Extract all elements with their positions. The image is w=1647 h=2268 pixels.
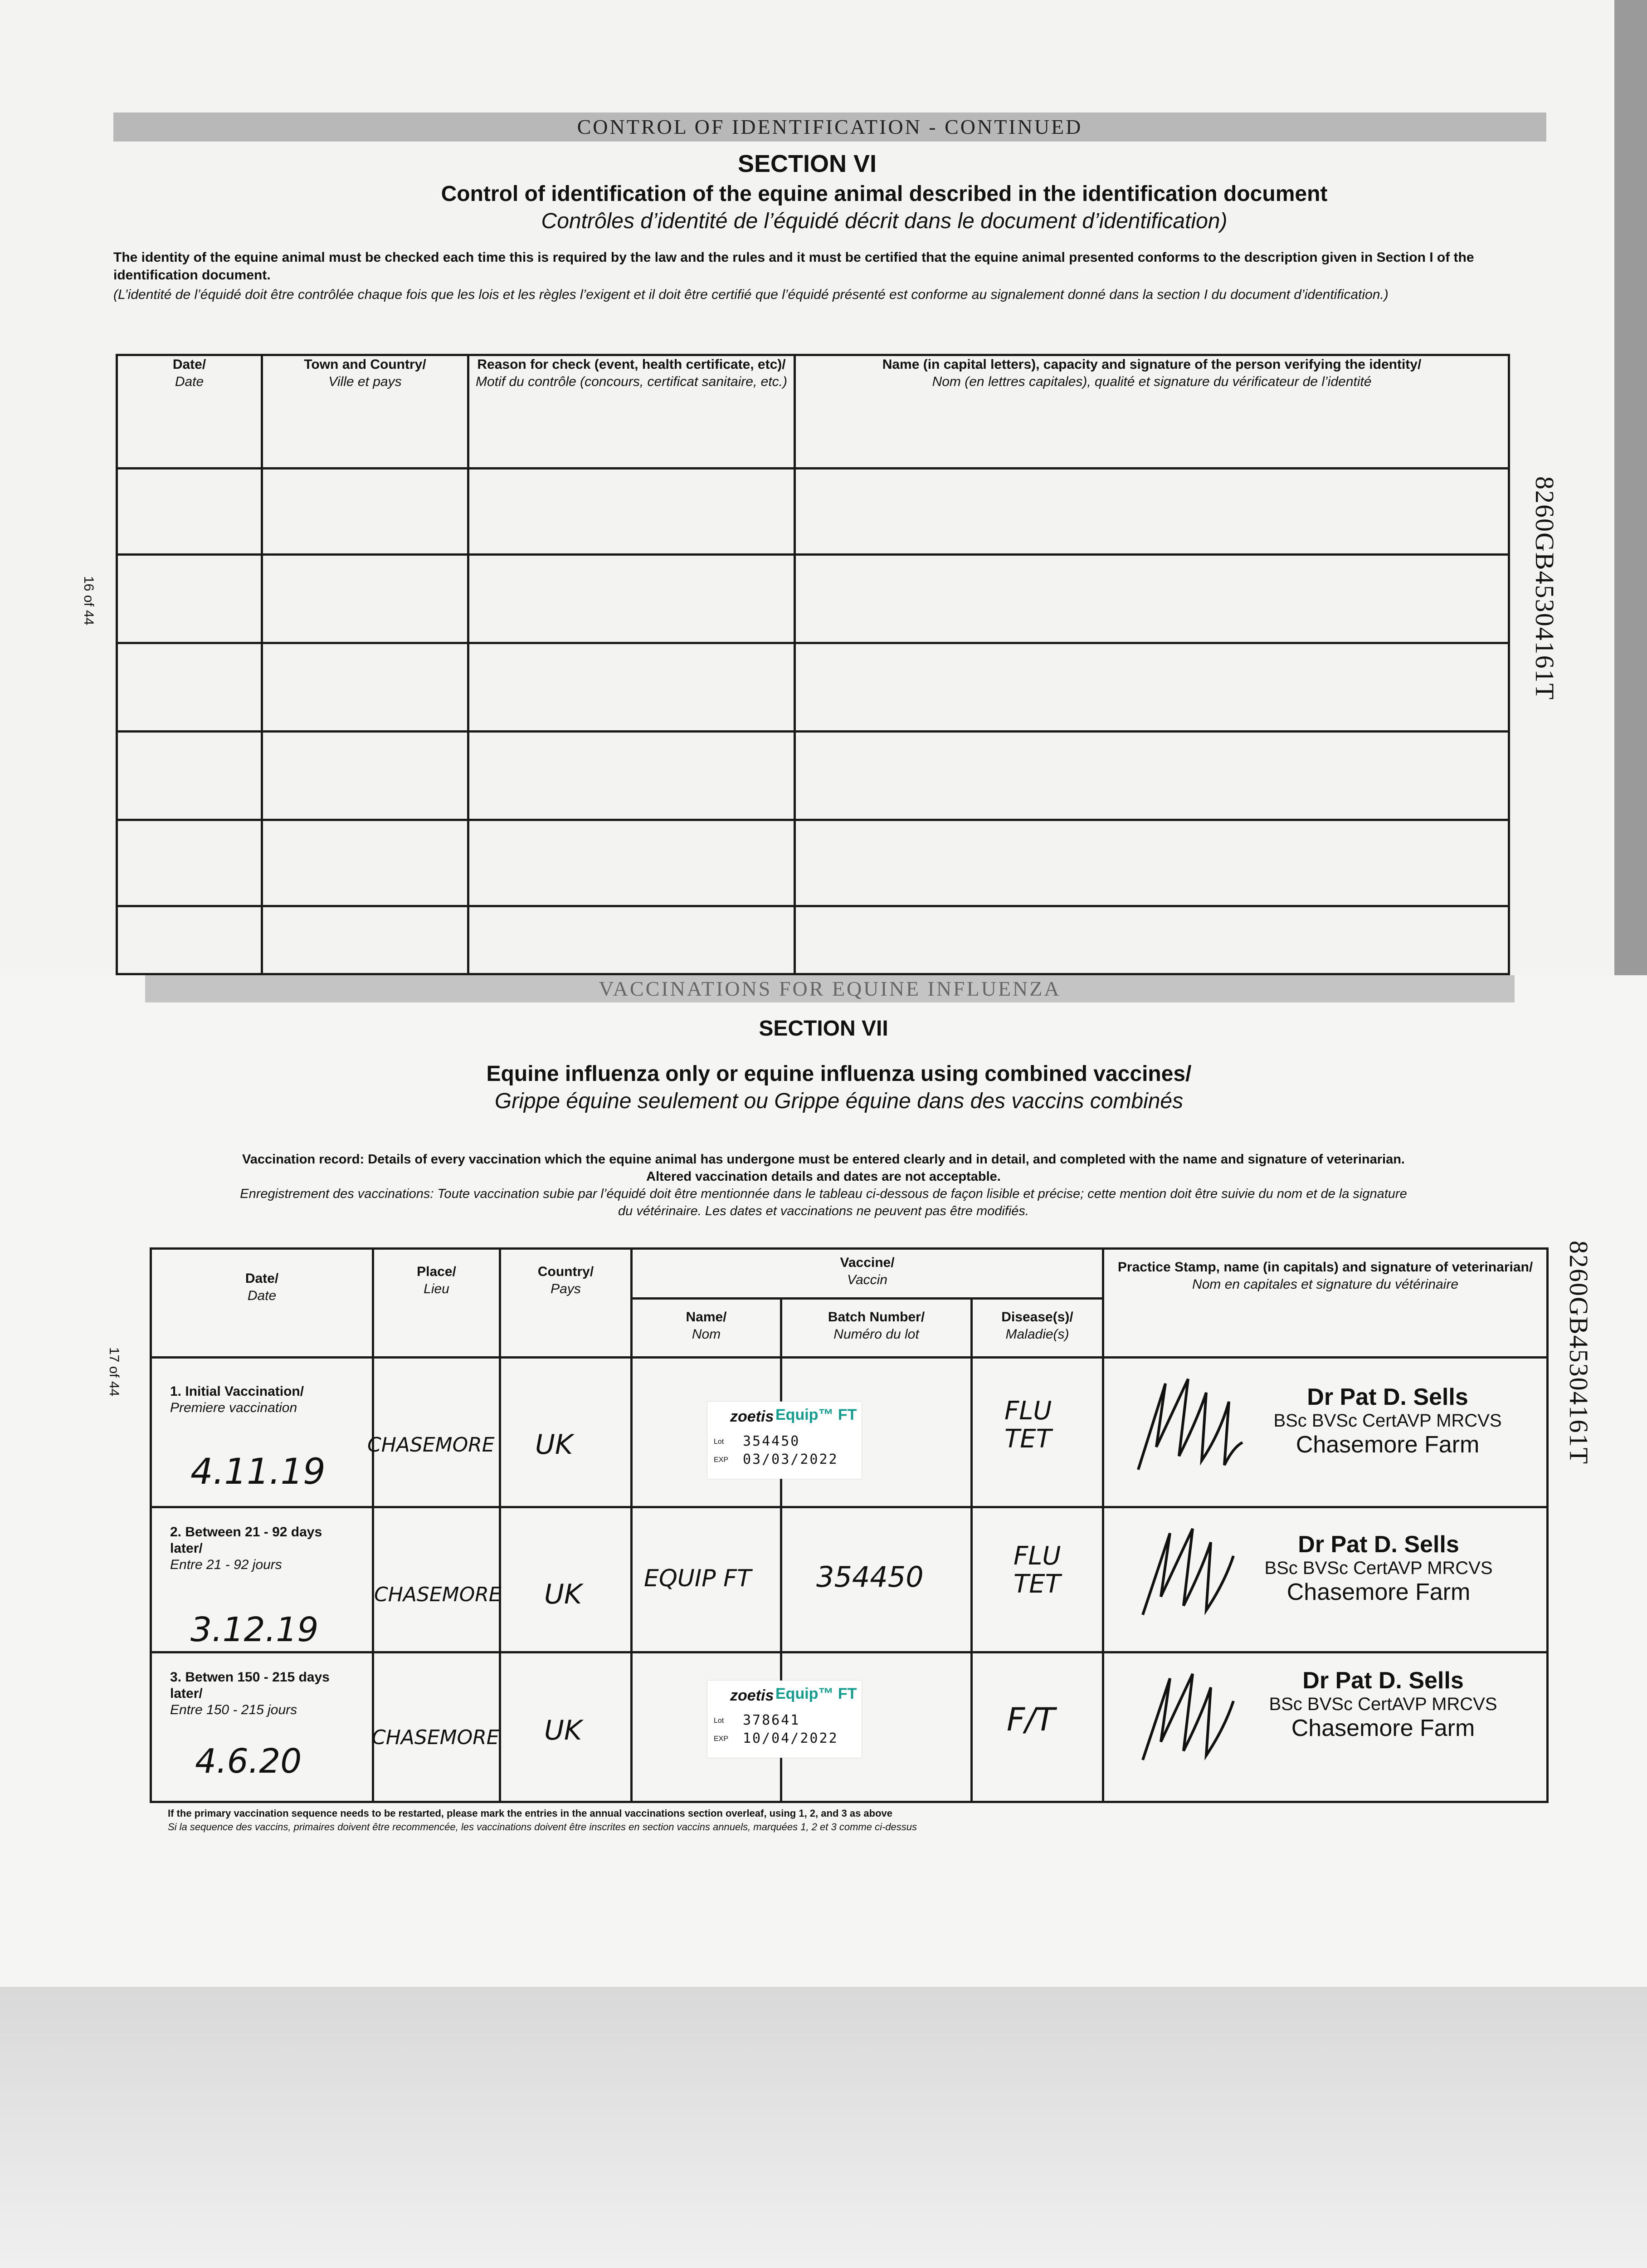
town-cell[interactable] — [262, 469, 468, 555]
title-en: Control of identification of the equine animal described in the identification document — [441, 182, 1328, 206]
row-1-label: 1. Initial Vaccination/ Premiere vaccination — [170, 1384, 304, 1415]
date-cell[interactable] — [117, 555, 262, 643]
table-row — [117, 555, 1509, 643]
col-place-header: Place/ Lieu — [373, 1249, 500, 1358]
row-2-vaccine-name: EQUIP FT — [644, 1565, 751, 1592]
town-cell[interactable] — [262, 555, 468, 643]
verifier-cell[interactable] — [795, 906, 1509, 974]
table-row — [117, 820, 1509, 906]
reason-cell[interactable] — [468, 643, 795, 732]
exp-value: 10/04/2022 — [743, 1730, 838, 1746]
zoetis-logo: zoetis — [730, 1687, 774, 1704]
reason-cell[interactable] — [468, 906, 795, 974]
product-label: Equip™ FT — [775, 1685, 857, 1702]
row-1-date: 4.11.19 — [190, 1452, 326, 1492]
place-cell[interactable] — [373, 1507, 500, 1652]
title-fr: Contrôles d’identité de l’équidé décrit dans le document d’identification) — [541, 209, 1228, 233]
row-2-label: 2. Between 21 - 92 days later/ Entre 21 - 92 jours — [170, 1525, 322, 1572]
reason-cell[interactable] — [468, 732, 795, 820]
row-2-disease: FLU TET — [1014, 1541, 1061, 1599]
town-cell[interactable] — [262, 906, 468, 974]
vet-qualifications: BSc BVSc CertAVP MRCVS — [1273, 1411, 1502, 1431]
row-3-date: 4.6.20 — [195, 1742, 302, 1781]
vet-practice: Chasemore Farm — [1296, 1432, 1480, 1458]
vaccination-page — [0, 975, 1647, 1987]
passport-id: 8260GB45304161T — [1564, 1241, 1593, 1465]
section-banner: CONTROL OF IDENTIFICATION - CONTINUED — [113, 112, 1546, 142]
vet-block-1 — [1270, 1383, 1506, 1458]
date-cell[interactable] — [117, 820, 262, 906]
vet-name: Dr Pat D. Sells — [1302, 1667, 1464, 1694]
row-2-place: CHASEMORE — [374, 1583, 502, 1606]
title-en: Equine influenza only or equine influenza using combined vaccines/ — [486, 1062, 1192, 1086]
footnote-en: If the primary vaccination sequence needs to be restarted, please mark the entries in the annual vaccinations section overleaf, using 1, 2, and 3 as above — [168, 1808, 893, 1819]
vet-name: Dr Pat D. Sells — [1307, 1384, 1468, 1410]
vet-signature-2 — [1134, 1515, 1243, 1624]
vet-name: Dr Pat D. Sells — [1298, 1531, 1459, 1558]
vet-signature-1 — [1125, 1365, 1252, 1483]
col-vaccine-header: Vaccine/ Vaccin — [632, 1249, 1103, 1299]
date-cell[interactable] — [117, 906, 262, 974]
section-title: SECTION VII — [759, 1017, 888, 1041]
lot-label: Lot — [714, 1438, 724, 1446]
row-2-country: UK — [544, 1579, 582, 1610]
row-1-country: UK — [535, 1429, 573, 1461]
row-3-place: CHASEMORE — [372, 1726, 499, 1749]
lot-label: Lot — [714, 1717, 724, 1725]
row-3-country: UK — [544, 1715, 582, 1746]
table-row — [117, 469, 1509, 555]
col-country-header: Country/ Pays — [500, 1249, 632, 1358]
vet-qualifications: BSc BVSc CertAVP MRCVS — [1264, 1558, 1493, 1578]
exp-label: EXP — [714, 1456, 729, 1464]
place-cell[interactable] — [373, 1358, 500, 1507]
verifier-cell[interactable] — [795, 643, 1509, 732]
town-cell[interactable] — [262, 643, 468, 732]
table-header-row — [151, 1249, 1548, 1299]
row-3-label: 3. Betwen 150 - 215 days later/ Entre 150 - 215 jours — [170, 1670, 330, 1717]
town-cell[interactable] — [262, 732, 468, 820]
intro-fr-2: du vétérinaire. Les dates et vaccinations ne peuvent pas être modifiés. — [618, 1204, 1029, 1218]
exp-value: 03/03/2022 — [743, 1452, 838, 1467]
exp-label: EXP — [714, 1735, 729, 1743]
intro-en-2: Altered vaccination details and dates are not acceptable. — [646, 1169, 1001, 1184]
zoetis-logo: zoetis — [730, 1408, 774, 1425]
col-date-header: Date/ Date — [151, 1249, 373, 1358]
col-reason-header: Reason for check (event, health certificate, etc)/ Motif du contrôle (concours, certificat sanitaire, etc.) — [468, 355, 795, 469]
vaccine-sticker-3 — [707, 1681, 862, 1758]
col-town-header: Town and Country/ Ville et pays — [262, 355, 468, 469]
town-cell[interactable] — [262, 820, 468, 906]
row-3-disease: F/T — [1007, 1701, 1055, 1738]
section-banner: VACCINATIONS FOR EQUINE INFLUENZA — [145, 975, 1515, 1002]
col-practice-header: Practice Stamp, name (in capitals) and signature of veterinarian/ Nom en capitales et signature du vétérinaire — [1103, 1249, 1548, 1358]
intro-fr: Enregistrement des vaccinations: Toute vaccination subie par l’équidé doit être mentionnée dans le tableau ci-dessous de façon lisible et précise; cette mention doit être suivie du nom et de la signature — [240, 1187, 1407, 1201]
row-2-batch: 354450 — [816, 1560, 924, 1593]
col-disease-header: Disease(s)/ Maladie(s) — [972, 1299, 1103, 1358]
row-1-disease: FLU TET — [1004, 1396, 1052, 1454]
intro-fr: (L’identité de l’équidé doit être contrôlée chaque fois que les lois et les règles l’exigent et il doit être certifié que l’équidé présenté est conforme au signalement donné dans la section I du document d’identification.) — [113, 287, 1389, 302]
table-row — [117, 906, 1509, 974]
section-title: SECTION VI — [737, 150, 877, 177]
passport-id: 8260GB45304161T — [1530, 476, 1559, 700]
vet-block-2 — [1261, 1531, 1496, 1606]
intro-en: The identity of the equine animal must be checked each time this is required by the law and the rules and it must be certified that the equine animal presented conforms to the description given in Section I of the identification document. — [113, 250, 1474, 283]
intro-en: Vaccination record: Details of every vaccination which the equine animal has undergone must be entered clearly and in detail, and completed with the name and signature of veterinarian. — [242, 1152, 1405, 1167]
date-cell[interactable] — [117, 469, 262, 555]
row-1-place: CHASEMORE — [367, 1433, 495, 1457]
verifier-cell[interactable] — [795, 820, 1509, 906]
col-verifier-header: Name (in capital letters), capacity and signature of the person verifying the identity/ Nom (en lettres capitales), qualité et signature du vérificateur de l’identité — [795, 355, 1509, 469]
title-fr: Grippe équine seulement ou Grippe équine dans des vaccins combinés — [494, 1089, 1184, 1113]
identification-check-table — [116, 354, 1510, 975]
table-header-row — [117, 355, 1509, 469]
vet-practice: Chasemore Farm — [1286, 1579, 1471, 1605]
page-number: 16 of 44 — [81, 576, 96, 626]
page-number: 17 of 44 — [107, 1347, 122, 1397]
col-name-header: Name/ Nom — [632, 1299, 781, 1358]
footnote-fr: Si la sequence des vaccins, primaires doivent être recommencée, les vaccinations doivent être inscrites en section vaccins annuels, marquées 1, 2 et 3 comme ci-dessus — [168, 1821, 917, 1833]
table-row — [117, 732, 1509, 820]
reason-cell[interactable] — [468, 469, 795, 555]
vet-practice: Chasemore Farm — [1291, 1715, 1475, 1741]
vet-qualifications: BSc BVSc CertAVP MRCVS — [1269, 1694, 1497, 1714]
vet-block-3 — [1265, 1667, 1501, 1742]
verifier-cell[interactable] — [795, 732, 1509, 820]
lot-value: 354450 — [743, 1433, 800, 1449]
col-batch-header: Batch Number/ Numéro du lot — [781, 1299, 972, 1358]
reason-cell[interactable] — [468, 820, 795, 906]
table-row — [117, 643, 1509, 732]
product-label: Equip™ FT — [775, 1406, 857, 1423]
vet-signature-3 — [1134, 1660, 1243, 1769]
background-surface — [0, 1978, 1647, 2268]
verifier-cell[interactable] — [795, 555, 1509, 643]
lot-value: 378641 — [743, 1712, 800, 1728]
col-date-header: Date/ Date — [117, 355, 262, 469]
date-cell[interactable] — [117, 732, 262, 820]
reason-cell[interactable] — [468, 555, 795, 643]
vaccine-sticker-1 — [707, 1402, 862, 1479]
row-2-date: 3.12.19 — [190, 1610, 319, 1649]
identification-page — [0, 0, 1614, 993]
verifier-cell[interactable] — [795, 469, 1509, 555]
date-cell[interactable] — [117, 643, 262, 732]
